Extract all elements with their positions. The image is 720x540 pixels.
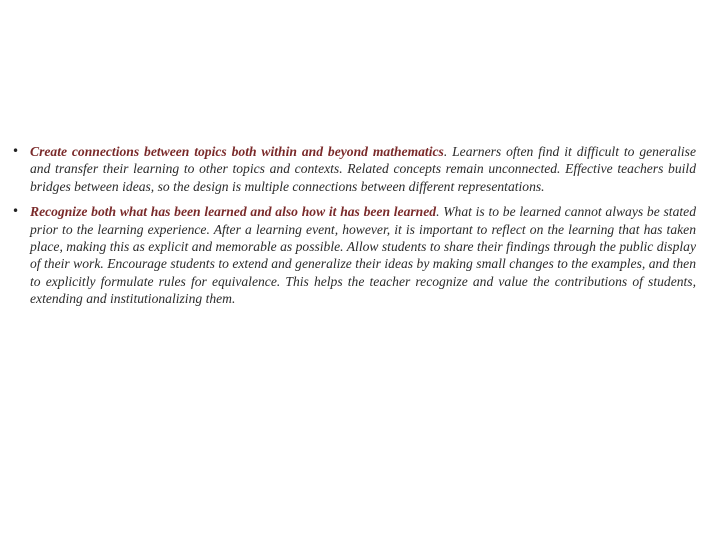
bullet-body-text: . What is to be learned cannot always be stated prior to the learning experience. After a learning event, however, it is important to reflect on the learning that has taken place, making this as explicit and memorable as possible. Allow students to share their findings through the public display of their work. Encourage students to extend and generalize their ideas by making small changes to the examples, and then to explicitly formulate rules for equivalence. This helps the teacher recognize and value the contributions of students, extending and institutionalizing them. bbox=[30, 204, 696, 307]
bullet-lead-text: Create connections between topics both within and beyond mathematics bbox=[30, 144, 444, 159]
bullet-dot-icon: • bbox=[12, 144, 20, 158]
bullet-item-recognize bbox=[10, 203, 696, 307]
document-page bbox=[10, 143, 696, 316]
bullet-body-text: . Learners often find it difficult to generalise and transfer their learning to other topics and contexts. Related concepts remain unconnected. Effective teachers build bridges between ideas, so the design is multiple connections between different representations. bbox=[30, 144, 696, 194]
bullet-list bbox=[10, 143, 696, 308]
bullet-lead-text: Recognize both what has been learned and also how it has been learned bbox=[30, 204, 437, 220]
bullet-item-connections bbox=[10, 143, 696, 195]
bullet-dot-icon: • bbox=[12, 204, 20, 219]
